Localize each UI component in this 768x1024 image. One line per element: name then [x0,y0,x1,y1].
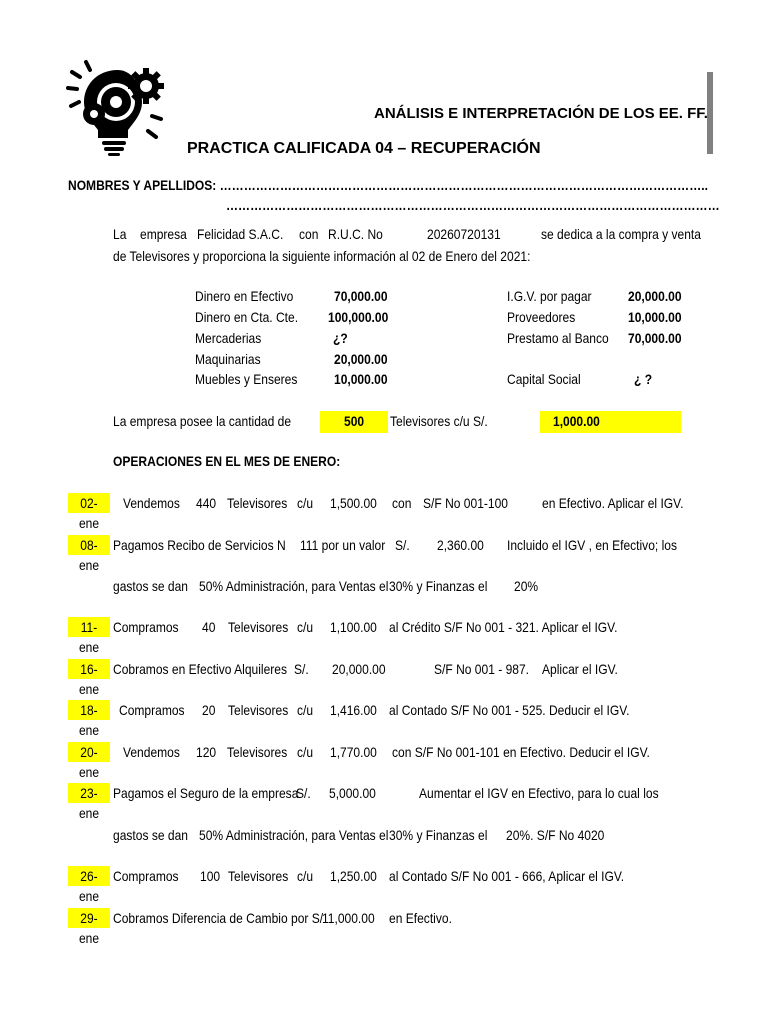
operation-text: 1,500.00 [330,495,377,511]
intro-word: empresa [140,226,187,242]
operation-text: con [392,495,412,511]
operation-row [0,742,768,762]
operation-row [0,825,768,845]
operation-text: 20,000.00 [332,661,386,677]
operation-text: Televisores [228,619,289,635]
operation-text: Incluido el IGV , en Efectivo; los [507,537,677,553]
intro-line-2: de Televisores y proporciona la siguiente información al 02 de Enero del 2021: [113,248,531,264]
operation-text: 1,416.00 [330,702,377,718]
operation-text: S/. [395,537,410,553]
intro-word: La [113,226,127,242]
operation-row [0,700,768,720]
operation-text: gastos se dan [113,827,188,843]
names-label-text: NOMBRES Y APELLIDOS: [68,177,217,193]
operation-text: 5,000.00 [329,785,376,801]
operation-date-text: 16-ene [78,661,100,697]
operation-text: al Contado S/F No 001 - 525. Deducir el IGV. [389,702,630,718]
operation-row [0,576,768,596]
operation-text: 30% y Finanzas el [389,827,488,843]
operation-date-text: 20-ene [78,744,100,780]
operation-text: 1,250.00 [330,868,377,884]
operation-text: 1,100.00 [330,619,377,635]
balance-right-label: Capital Social [507,371,581,387]
operation-text: Compramos [119,702,185,718]
operation-text: c/u [297,495,314,511]
balance-right-label: I.G.V. por pagar [507,288,592,304]
operation-text: 30% y Finanzas el [389,578,488,594]
operation-row [0,535,768,555]
stock-line [0,411,768,435]
balance-right-label: Prestamo al Banco [507,330,609,346]
balance-right-value: 70,000.00 [628,330,682,346]
operation-text: Televisores [228,702,289,718]
operation-text: 50% Administración, para Ventas el [199,578,389,594]
operations-title: OPERACIONES EN EL MES DE ENERO: [113,453,341,469]
operation-text: c/u [297,744,314,760]
operation-text: 50% Administración, para Ventas el [199,827,389,843]
operation-text: 100 [200,868,221,884]
names-dots-line2: …………………………………………………………………………………………………………… [226,197,720,213]
operation-date-text: 26-ene [78,868,100,904]
operation-text: S/. [296,785,311,801]
balance-right-value: 20,000.00 [628,288,682,304]
operation-text: c/u [297,868,314,884]
operation-text: Pagamos Recibo de Servicios N [113,537,286,553]
page-title: ANÁLISIS E INTERPRETACIÓN DE LOS EE. FF. [374,105,708,122]
operation-text: 11,000.00 [322,910,375,926]
intro-word: se dedica a la compra y venta [541,226,701,242]
balance-left-value: 100,000.00 [328,309,389,325]
operation-text: 40 [202,619,216,635]
operation-text: 20% [514,578,539,594]
balance-left-value: 10,000.00 [334,371,388,387]
balance-left-value: 20,000.00 [334,351,388,367]
operation-date-text: 11-ene [78,619,100,655]
balance-right-value: ¿ ? [634,371,653,387]
operation-row [0,493,768,513]
operation-text: Televisores [227,495,288,511]
balance-left-label: Mercaderias [195,330,262,346]
balance-left-label: Dinero en Efectivo [195,288,294,304]
intro-line-1 [0,226,768,246]
operation-text: Televisores [228,868,289,884]
balance-right-label: Proveedores [507,309,576,325]
operation-text: S/F No 001-100 [423,495,509,511]
operation-date-text: 02-ene [78,495,100,531]
operation-row [0,659,768,679]
operation-text: Aumentar el IGV en Efectivo, para lo cual los [419,785,659,801]
operation-text: Cobramos Diferencia de Cambio por S/ [113,910,324,926]
lightbulb-gears-icon [66,58,170,158]
operation-text: Vendemos [123,744,180,760]
page-subtitle: PRACTICA CALIFICADA 04 – RECUPERACIÓN [187,140,541,157]
operation-text: gastos se dan [113,578,188,594]
operation-row [0,908,768,928]
balance-left-value: ¿? [333,330,348,346]
operation-text: c/u [297,702,314,718]
operation-date-text: 29-ene [78,910,100,946]
balance-right-value: 10,000.00 [628,309,682,325]
stock-qty: 500 [344,413,365,429]
operation-text: Compramos [113,868,179,884]
operation-text: 20 [202,702,216,718]
intro-company: Felicidad S.A.C. [197,226,284,242]
operation-text: Pagamos el Seguro de la empresa [113,785,299,801]
operation-text: al Crédito S/F No 001 - 321. Aplicar el IGV. [389,619,618,635]
operation-text: 440 [196,495,217,511]
operation-text: 20%. S/F No 4020 [506,827,605,843]
operation-text: con S/F No 001-101 en Efectivo. Deducir el IGV. [392,744,650,760]
balance-left-label: Maquinarias [195,351,261,367]
operation-text: Televisores [227,744,288,760]
operation-date-text: 18-ene [78,702,100,738]
operation-row [0,866,768,886]
stock-price: 1,000.00 [553,413,600,429]
balance-left-label: Muebles y Enseres [195,371,298,387]
operation-date-text: 08-ene [78,537,100,573]
names-label [68,177,708,194]
operation-text: Compramos [113,619,179,635]
balance-left-label: Dinero en Cta. Cte. [195,309,299,325]
operation-text: Vendemos [123,495,180,511]
operation-text: 111 por un valor [300,537,386,553]
stock-text-1: La empresa posee la cantidad de [113,413,292,429]
operation-text: al Contado S/F No 001 - 666, Aplicar el IGV. [389,868,625,884]
operation-text: 1,770.00 [330,744,377,760]
operation-text: c/u [297,619,314,635]
operation-text: S/. [294,661,309,677]
operation-text: Cobramos en Efectivo Alquileres [113,661,288,677]
names-dots-1: ………………………………………………………………………………………………………….. [219,177,708,193]
operation-row [0,617,768,637]
operation-text: en Efectivo. [389,910,452,926]
operation-text: en Efectivo. Aplicar el IGV. [542,495,684,511]
operation-date-text: 23-ene [78,785,100,821]
balance-left-value: 70,000.00 [334,288,388,304]
operation-text: 2,360.00 [437,537,484,553]
intro-ruc: 20260720131 [427,226,501,242]
stock-text-2: Televisores c/u S/. [390,413,488,429]
operation-text: S/F No 001 - 987. [434,661,530,677]
intro-word: con [299,226,319,242]
operation-row [0,783,768,803]
operation-text: Aplicar el IGV. [542,661,618,677]
intro-word: R.U.C. No [328,226,383,242]
operation-text: 120 [196,744,217,760]
